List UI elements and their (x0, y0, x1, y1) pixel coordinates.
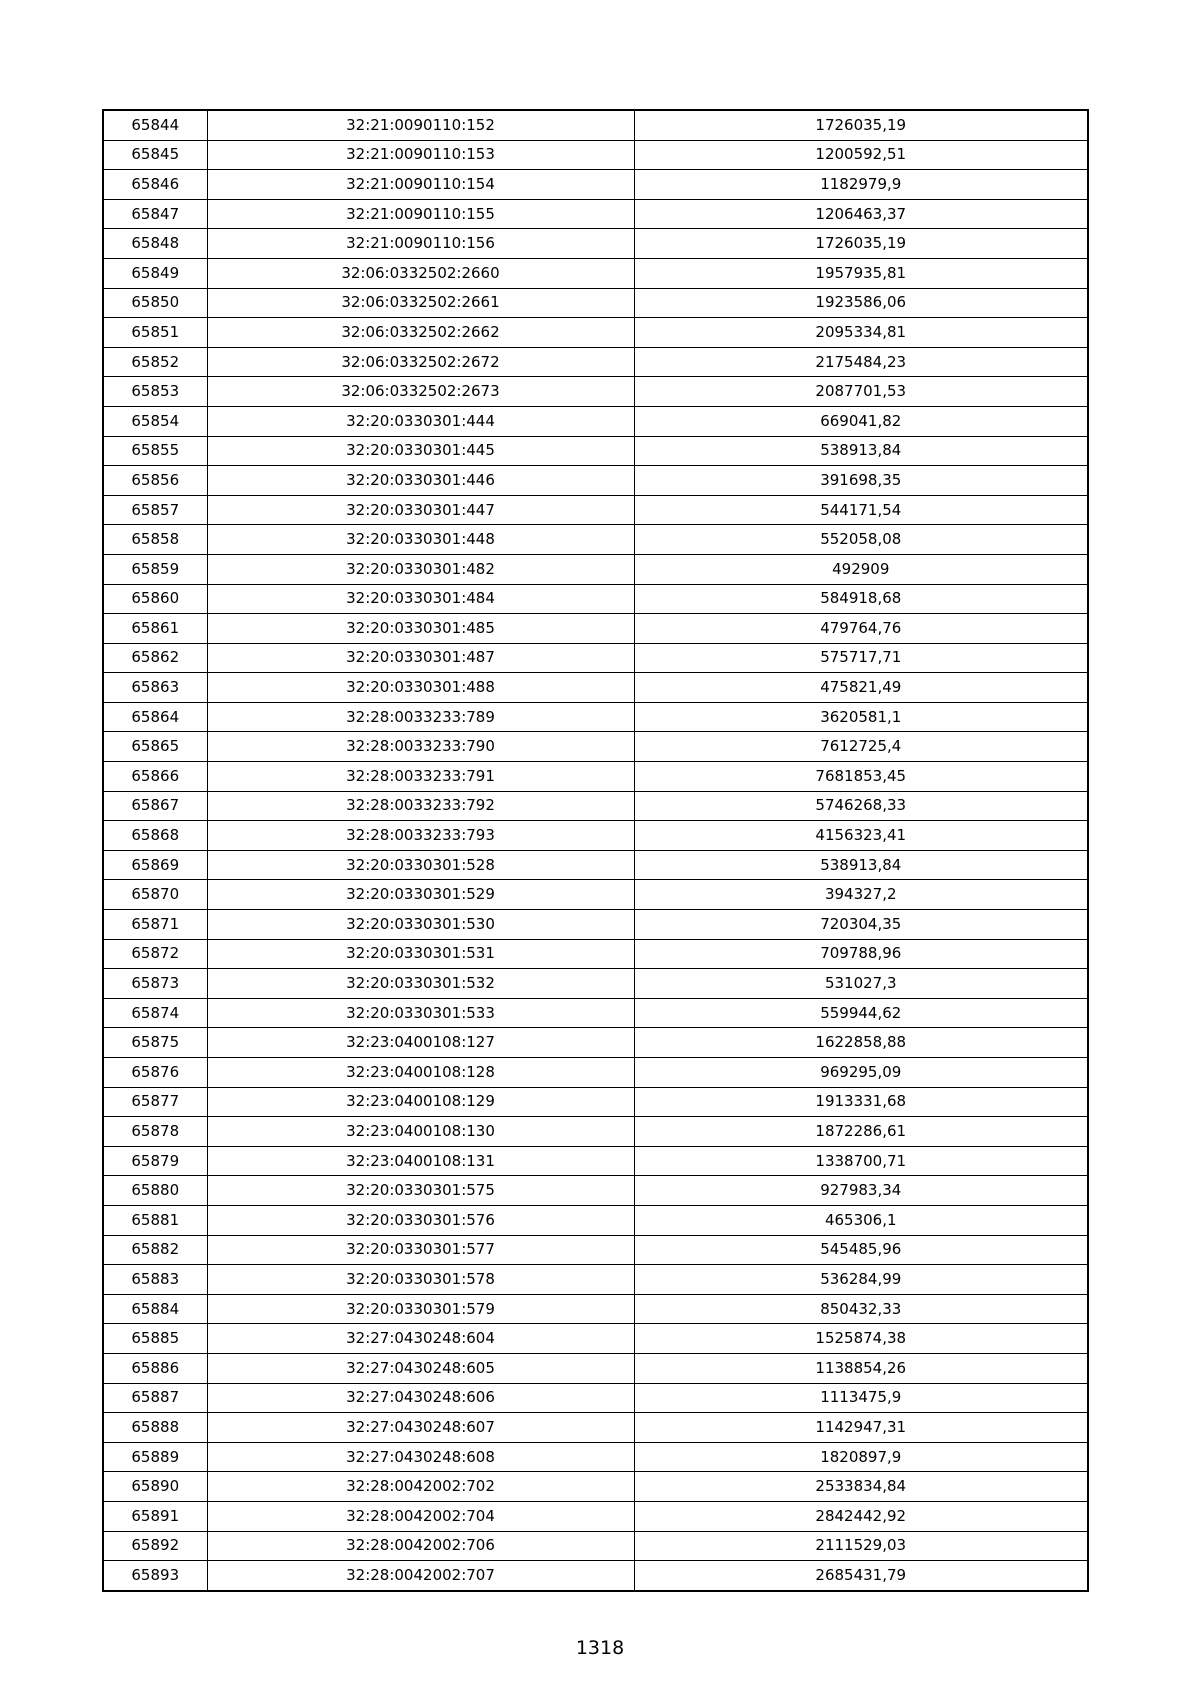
row-number-cell: 65867 (103, 791, 207, 821)
row-number-cell: 65874 (103, 998, 207, 1028)
cadastral-value-cell: 475821,49 (634, 673, 1088, 703)
row-number-cell: 65889 (103, 1442, 207, 1472)
table-row (103, 406, 1088, 436)
cadastral-number-cell: 32:21:0090110:155 (207, 199, 634, 229)
table-row (103, 1146, 1088, 1176)
page-number: 1318 (575, 1637, 625, 1659)
table-row (103, 229, 1088, 259)
cadastral-value-cell: 2087701,53 (634, 377, 1088, 407)
row-number-cell: 65877 (103, 1087, 207, 1117)
row-number-cell: 65882 (103, 1235, 207, 1265)
cadastral-number-cell: 32:28:0033233:789 (207, 702, 634, 732)
table-row (103, 1176, 1088, 1206)
cadastral-number-cell: 32:28:0042002:704 (207, 1501, 634, 1531)
cadastral-value-cell: 1200592,51 (634, 140, 1088, 170)
cadastral-value-cell: 545485,96 (634, 1235, 1088, 1265)
cadastral-number-cell: 32:06:0332502:2661 (207, 288, 634, 318)
table-row (103, 1383, 1088, 1413)
cadastral-number-cell: 32:06:0332502:2660 (207, 258, 634, 288)
row-number-cell: 65845 (103, 140, 207, 170)
cadastral-number-cell: 32:27:0430248:604 (207, 1324, 634, 1354)
table-row (103, 673, 1088, 703)
cadastral-number-cell: 32:20:0330301:528 (207, 850, 634, 880)
cadastral-number-cell: 32:21:0090110:154 (207, 170, 634, 200)
cadastral-number-cell: 32:20:0330301:531 (207, 939, 634, 969)
row-number-cell: 65887 (103, 1383, 207, 1413)
cadastral-number-cell: 32:28:0033233:790 (207, 732, 634, 762)
row-number-cell: 65858 (103, 525, 207, 555)
cadastral-number-cell: 32:20:0330301:529 (207, 880, 634, 910)
table-body (103, 110, 1088, 1591)
row-number-cell: 65854 (103, 406, 207, 436)
row-number-cell: 65861 (103, 614, 207, 644)
cadastral-value-cell: 969295,09 (634, 1058, 1088, 1088)
cadastral-number-cell: 32:28:0033233:791 (207, 762, 634, 792)
table-row (103, 525, 1088, 555)
cadastral-value-cell: 1872286,61 (634, 1117, 1088, 1147)
table-row (103, 1028, 1088, 1058)
cadastral-number-cell: 32:06:0332502:2673 (207, 377, 634, 407)
cadastral-number-cell: 32:27:0430248:608 (207, 1442, 634, 1472)
row-number-cell: 65865 (103, 732, 207, 762)
row-number-cell: 65850 (103, 288, 207, 318)
cadastral-number-cell: 32:23:0400108:128 (207, 1058, 634, 1088)
cadastral-number-cell: 32:20:0330301:447 (207, 495, 634, 525)
row-number-cell: 65844 (103, 110, 207, 140)
table-row (103, 1442, 1088, 1472)
row-number-cell: 65848 (103, 229, 207, 259)
row-number-cell: 65881 (103, 1205, 207, 1235)
cadastral-value-table (102, 109, 1089, 1592)
cadastral-number-cell: 32:27:0430248:605 (207, 1353, 634, 1383)
table-row (103, 821, 1088, 851)
row-number-cell: 65868 (103, 821, 207, 851)
cadastral-value-cell: 552058,08 (634, 525, 1088, 555)
row-number-cell: 65846 (103, 170, 207, 200)
cadastral-value-cell: 2842442,92 (634, 1501, 1088, 1531)
cadastral-number-cell: 32:23:0400108:130 (207, 1117, 634, 1147)
row-number-cell: 65847 (103, 199, 207, 229)
cadastral-value-cell: 1913331,68 (634, 1087, 1088, 1117)
table-row (103, 732, 1088, 762)
table-row (103, 702, 1088, 732)
cadastral-number-cell: 32:28:0042002:707 (207, 1561, 634, 1591)
cadastral-number-cell: 32:20:0330301:445 (207, 436, 634, 466)
table-row (103, 1472, 1088, 1502)
row-number-cell: 65891 (103, 1501, 207, 1531)
cadastral-number-cell: 32:23:0400108:131 (207, 1146, 634, 1176)
cadastral-number-cell: 32:28:0042002:702 (207, 1472, 634, 1502)
cadastral-value-cell: 669041,82 (634, 406, 1088, 436)
cadastral-number-cell: 32:21:0090110:152 (207, 110, 634, 140)
cadastral-number-cell: 32:20:0330301:576 (207, 1205, 634, 1235)
cadastral-value-cell: 1622858,88 (634, 1028, 1088, 1058)
row-number-cell: 65880 (103, 1176, 207, 1206)
table-row (103, 1324, 1088, 1354)
row-number-cell: 65873 (103, 969, 207, 999)
table-row (103, 140, 1088, 170)
cadastral-value-cell: 544171,54 (634, 495, 1088, 525)
table-row (103, 347, 1088, 377)
cadastral-number-cell: 32:20:0330301:487 (207, 643, 634, 673)
cadastral-number-cell: 32:06:0332502:2672 (207, 347, 634, 377)
cadastral-number-cell: 32:20:0330301:485 (207, 614, 634, 644)
table-row (103, 1087, 1088, 1117)
table-row (103, 850, 1088, 880)
cadastral-value-cell: 1525874,38 (634, 1324, 1088, 1354)
cadastral-number-cell: 32:28:0033233:792 (207, 791, 634, 821)
table-row (103, 1413, 1088, 1443)
row-number-cell: 65855 (103, 436, 207, 466)
cadastral-value-cell: 536284,99 (634, 1265, 1088, 1295)
cadastral-number-cell: 32:20:0330301:484 (207, 584, 634, 614)
row-number-cell: 65859 (103, 554, 207, 584)
row-number-cell: 65866 (103, 762, 207, 792)
row-number-cell: 65870 (103, 880, 207, 910)
cadastral-value-cell: 2175484,23 (634, 347, 1088, 377)
row-number-cell: 65853 (103, 377, 207, 407)
table-row (103, 584, 1088, 614)
cadastral-value-cell: 2533834,84 (634, 1472, 1088, 1502)
row-number-cell: 65871 (103, 910, 207, 940)
table-row (103, 170, 1088, 200)
cadastral-value-cell: 7612725,4 (634, 732, 1088, 762)
table-row (103, 110, 1088, 140)
cadastral-number-cell: 32:27:0430248:607 (207, 1413, 634, 1443)
table-row (103, 910, 1088, 940)
table-row (103, 1561, 1088, 1591)
cadastral-value-cell: 1820897,9 (634, 1442, 1088, 1472)
cadastral-number-cell: 32:27:0430248:606 (207, 1383, 634, 1413)
cadastral-value-cell: 720304,35 (634, 910, 1088, 940)
table-row (103, 880, 1088, 910)
row-number-cell: 65883 (103, 1265, 207, 1295)
row-number-cell: 65863 (103, 673, 207, 703)
row-number-cell: 65885 (103, 1324, 207, 1354)
cadastral-value-cell: 1138854,26 (634, 1353, 1088, 1383)
row-number-cell: 65888 (103, 1413, 207, 1443)
cadastral-number-cell: 32:21:0090110:156 (207, 229, 634, 259)
cadastral-value-cell: 2111529,03 (634, 1531, 1088, 1561)
row-number-cell: 65879 (103, 1146, 207, 1176)
table-row (103, 466, 1088, 496)
cadastral-value-cell: 394327,2 (634, 880, 1088, 910)
cadastral-value-cell: 1142947,31 (634, 1413, 1088, 1443)
cadastral-value-cell: 1206463,37 (634, 199, 1088, 229)
cadastral-value-cell: 927983,34 (634, 1176, 1088, 1206)
cadastral-value-cell: 2685431,79 (634, 1561, 1088, 1591)
cadastral-value-cell: 5746268,33 (634, 791, 1088, 821)
table-row (103, 199, 1088, 229)
row-number-cell: 65876 (103, 1058, 207, 1088)
table-row (103, 791, 1088, 821)
row-number-cell: 65872 (103, 939, 207, 969)
table-row (103, 436, 1088, 466)
row-number-cell: 65878 (103, 1117, 207, 1147)
cadastral-value-cell: 2095334,81 (634, 318, 1088, 348)
table-row (103, 762, 1088, 792)
cadastral-number-cell: 32:21:0090110:153 (207, 140, 634, 170)
cadastral-value-cell: 531027,3 (634, 969, 1088, 999)
cadastral-number-cell: 32:20:0330301:532 (207, 969, 634, 999)
row-number-cell: 65893 (103, 1561, 207, 1591)
table-row (103, 554, 1088, 584)
cadastral-number-cell: 32:20:0330301:575 (207, 1176, 634, 1206)
cadastral-value-cell: 1182979,9 (634, 170, 1088, 200)
row-number-cell: 65884 (103, 1294, 207, 1324)
table-row (103, 288, 1088, 318)
cadastral-value-cell: 4156323,41 (634, 821, 1088, 851)
row-number-cell: 65860 (103, 584, 207, 614)
table-row (103, 495, 1088, 525)
row-number-cell: 65852 (103, 347, 207, 377)
cadastral-number-cell: 32:20:0330301:488 (207, 673, 634, 703)
table-row (103, 1531, 1088, 1561)
table-row (103, 1058, 1088, 1088)
cadastral-value-cell: 1338700,71 (634, 1146, 1088, 1176)
cadastral-value-cell: 479764,76 (634, 614, 1088, 644)
cadastral-value-cell: 1923586,06 (634, 288, 1088, 318)
cadastral-number-cell: 32:20:0330301:446 (207, 466, 634, 496)
cadastral-number-cell: 32:20:0330301:482 (207, 554, 634, 584)
row-number-cell: 65856 (103, 466, 207, 496)
table-row (103, 939, 1088, 969)
table-row (103, 614, 1088, 644)
cadastral-value-cell: 850432,33 (634, 1294, 1088, 1324)
cadastral-value-cell: 1957935,81 (634, 258, 1088, 288)
cadastral-value-cell: 538913,84 (634, 850, 1088, 880)
table-row (103, 1205, 1088, 1235)
cadastral-number-cell: 32:23:0400108:127 (207, 1028, 634, 1058)
cadastral-value-cell: 709788,96 (634, 939, 1088, 969)
cadastral-value-cell: 559944,62 (634, 998, 1088, 1028)
cadastral-value-cell: 1113475,9 (634, 1383, 1088, 1413)
cadastral-number-cell: 32:23:0400108:129 (207, 1087, 634, 1117)
cadastral-number-cell: 32:28:0033233:793 (207, 821, 634, 851)
cadastral-number-cell: 32:20:0330301:530 (207, 910, 634, 940)
cadastral-number-cell: 32:20:0330301:579 (207, 1294, 634, 1324)
table-row (103, 1294, 1088, 1324)
cadastral-value-cell: 538913,84 (634, 436, 1088, 466)
row-number-cell: 65892 (103, 1531, 207, 1561)
table-row (103, 643, 1088, 673)
cadastral-value-cell: 584918,68 (634, 584, 1088, 614)
table-row (103, 1353, 1088, 1383)
row-number-cell: 65862 (103, 643, 207, 673)
cadastral-number-cell: 32:28:0042002:706 (207, 1531, 634, 1561)
cadastral-value-cell: 492909 (634, 554, 1088, 584)
table-row (103, 998, 1088, 1028)
row-number-cell: 65849 (103, 258, 207, 288)
cadastral-value-cell: 391698,35 (634, 466, 1088, 496)
cadastral-number-cell: 32:20:0330301:577 (207, 1235, 634, 1265)
cadastral-value-cell: 7681853,45 (634, 762, 1088, 792)
cadastral-number-cell: 32:20:0330301:448 (207, 525, 634, 555)
cadastral-number-cell: 32:20:0330301:533 (207, 998, 634, 1028)
table-row (103, 1235, 1088, 1265)
cadastral-number-cell: 32:20:0330301:578 (207, 1265, 634, 1295)
table-row (103, 258, 1088, 288)
row-number-cell: 65890 (103, 1472, 207, 1502)
table-row (103, 1265, 1088, 1295)
cadastral-value-cell: 575717,71 (634, 643, 1088, 673)
row-number-cell: 65869 (103, 850, 207, 880)
table-row (103, 318, 1088, 348)
table-row (103, 1117, 1088, 1147)
row-number-cell: 65864 (103, 702, 207, 732)
table-row (103, 969, 1088, 999)
row-number-cell: 65851 (103, 318, 207, 348)
row-number-cell: 65875 (103, 1028, 207, 1058)
cadastral-value-cell: 1726035,19 (634, 229, 1088, 259)
row-number-cell: 65857 (103, 495, 207, 525)
cadastral-value-cell: 1726035,19 (634, 110, 1088, 140)
cadastral-number-cell: 32:20:0330301:444 (207, 406, 634, 436)
table-row (103, 377, 1088, 407)
cadastral-value-cell: 3620581,1 (634, 702, 1088, 732)
cadastral-value-cell: 465306,1 (634, 1205, 1088, 1235)
table-row (103, 1501, 1088, 1531)
cadastral-number-cell: 32:06:0332502:2662 (207, 318, 634, 348)
row-number-cell: 65886 (103, 1353, 207, 1383)
